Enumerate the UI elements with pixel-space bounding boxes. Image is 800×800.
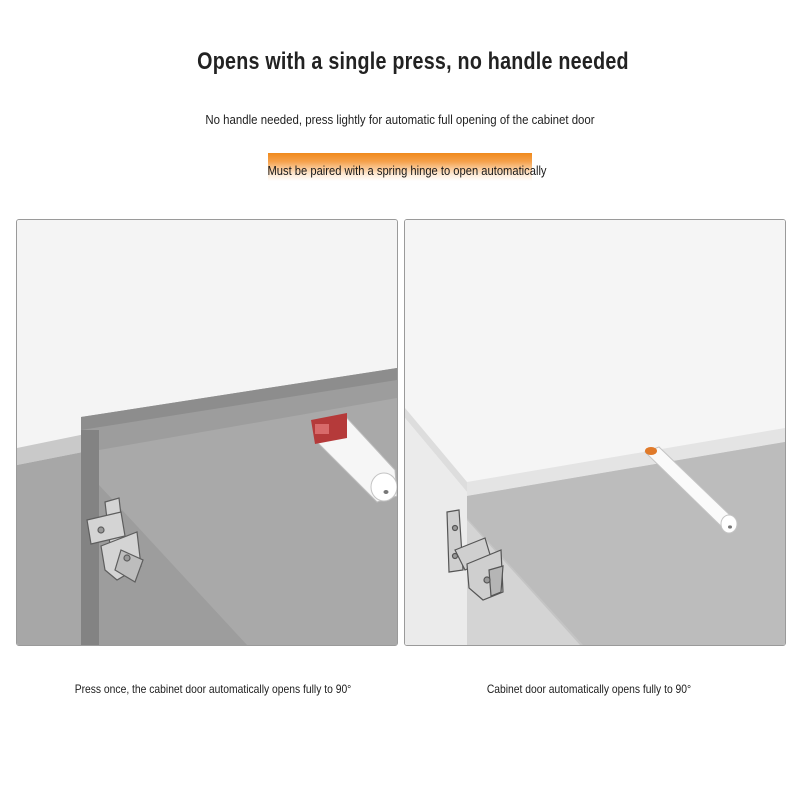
cabinet-closed-illustration [17, 220, 397, 645]
caption-closed-door: Press once, the cabinet door automatically opens fully to 90° [74, 682, 352, 696]
latch-orange-tip [645, 447, 657, 455]
cabinet-open-illustration [405, 220, 785, 645]
caption-open-door: Cabinet door automatically opens fully to 90° [486, 682, 692, 696]
page-subtitle: No handle needed, press lightly for automatic full opening of the cabinet door [205, 112, 595, 127]
notice-text: Must be paired with a spring hinge to open automatically [267, 163, 547, 178]
illustration-closed-door [16, 219, 398, 646]
illustration-open-door [404, 219, 786, 646]
page-title: Opens with a single press, no handle needed [197, 48, 629, 75]
